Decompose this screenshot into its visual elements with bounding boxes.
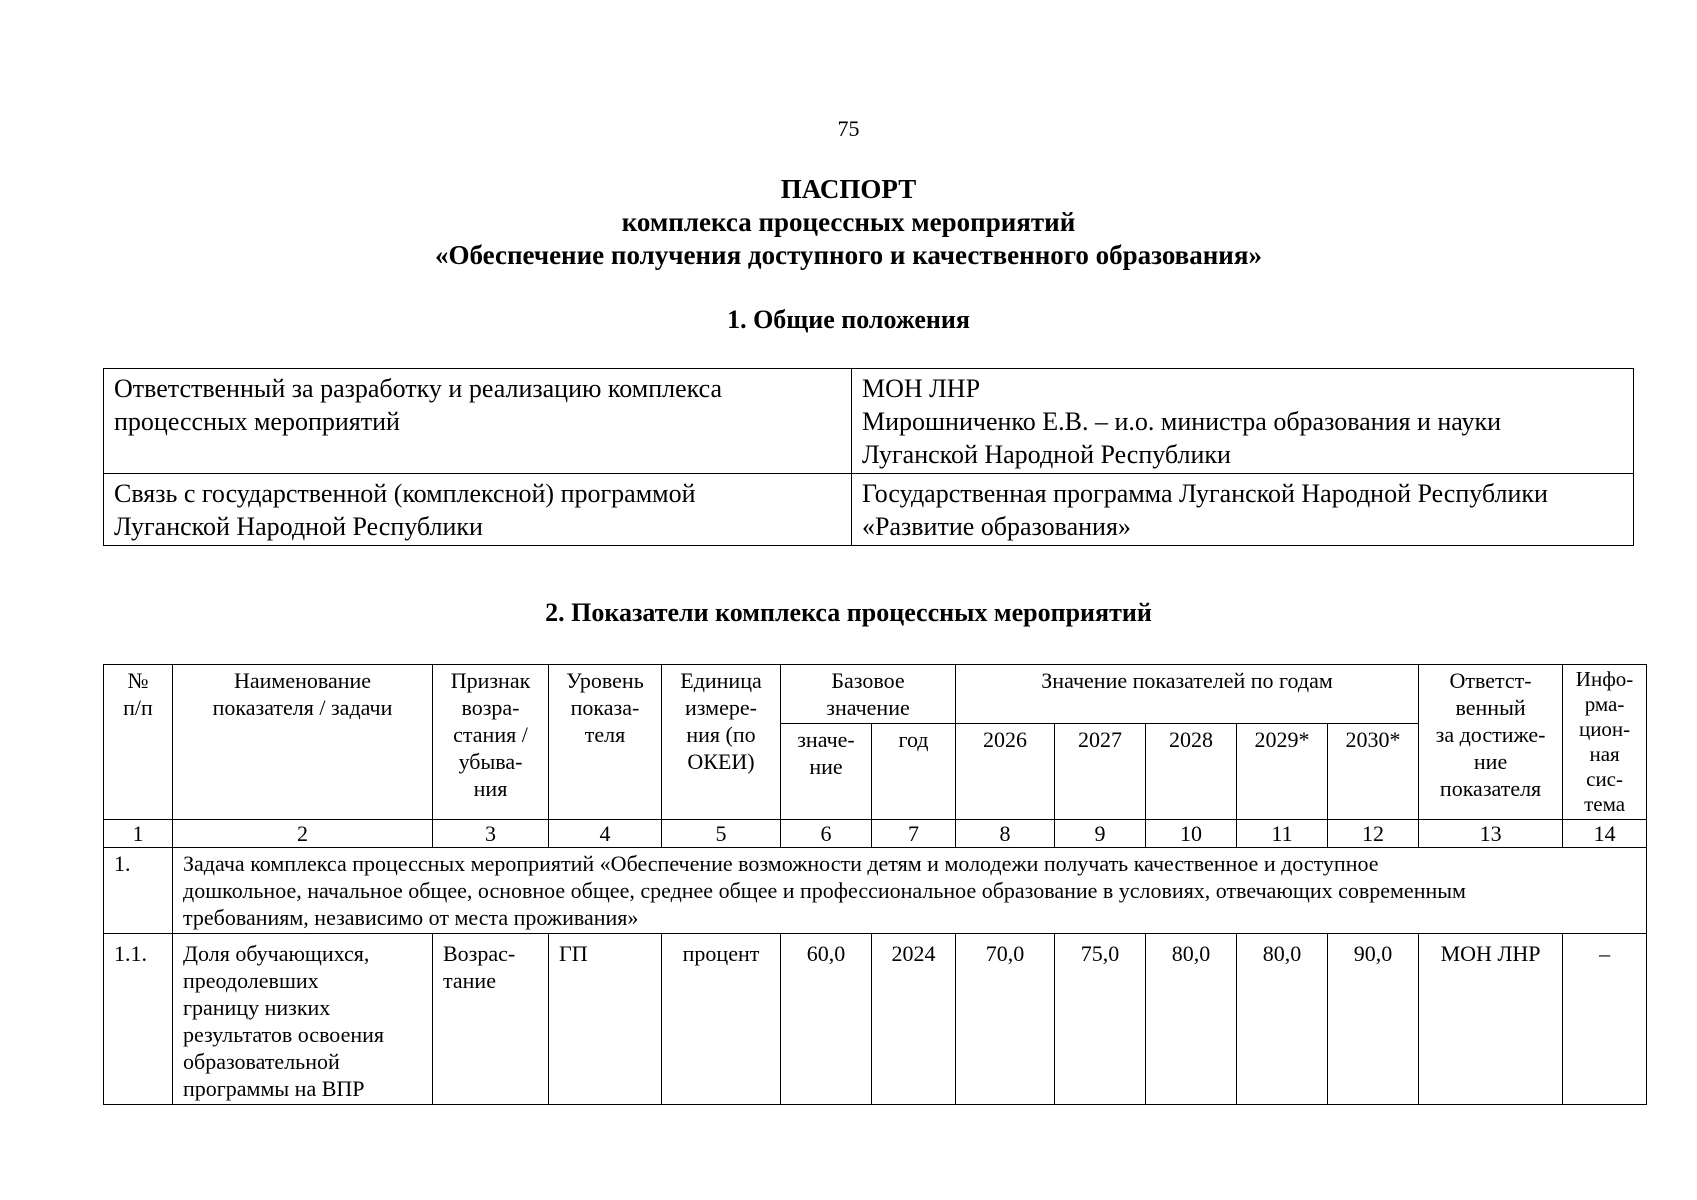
- indicator-value-2028: 80,0: [1146, 934, 1237, 1105]
- indicator-value-2026: 70,0: [956, 934, 1055, 1105]
- table-row: [104, 474, 1634, 546]
- indicator-name: Доля обучающихся, преодолевших границу низких результатов освоения образовательной программы на ВПР: [173, 934, 433, 1105]
- header-year-2027: 2027: [1055, 724, 1146, 820]
- indicator-base-value: 60,0: [781, 934, 872, 1105]
- section-1-heading: 1. Общие положения: [727, 305, 970, 334]
- title-line-3: «Обеспечение получения доступного и качественного образования»: [435, 240, 1262, 270]
- table-cell-label: Ответственный за разработку и реализацию комплекса процессных мероприятий: [104, 369, 852, 474]
- general-provisions-table: [103, 368, 1634, 546]
- column-number: 14: [1563, 820, 1647, 848]
- header-year-2029: 2029*: [1237, 724, 1328, 820]
- header-level: Уровень показа- теля: [549, 665, 662, 820]
- task-number: 1.: [104, 848, 173, 934]
- indicator-sign: Возрас- тание: [433, 934, 549, 1105]
- column-number: 1: [104, 820, 173, 848]
- indicator-value-2029: 80,0: [1237, 934, 1328, 1105]
- header-base-value: значе- ние: [781, 724, 872, 820]
- column-number: 11: [1237, 820, 1328, 848]
- table-row: [104, 369, 1634, 474]
- header-row: [104, 665, 1647, 724]
- table-cell-value: МОН ЛНР Мирошниченко Е.В. – и.о. министра образования и науки Луганской Народной Республики: [852, 369, 1634, 474]
- indicator-base-year: 2024: [872, 934, 956, 1105]
- indicator-value-2030: 90,0: [1328, 934, 1419, 1105]
- section-2-heading: 2. Показатели комплекса процессных мероприятий: [545, 598, 1152, 627]
- task-row: [104, 848, 1647, 934]
- column-number: 9: [1055, 820, 1146, 848]
- indicator-responsible: МОН ЛНР: [1419, 934, 1563, 1105]
- header-responsible: Ответст- венный за достиже- ние показателя: [1419, 665, 1563, 820]
- header-sign: Признак возра- стания / убыва- ния: [433, 665, 549, 820]
- indicators-table: [103, 664, 1647, 1105]
- header-name: Наименование показателя / задачи: [173, 665, 433, 820]
- column-number: 4: [549, 820, 662, 848]
- column-number: 2: [173, 820, 433, 848]
- header-years-group: Значение показателей по годам: [956, 665, 1419, 724]
- header-base-year: год: [872, 724, 956, 820]
- indicator-unit: процент: [662, 934, 781, 1105]
- column-number: 13: [1419, 820, 1563, 848]
- header-year-2028: 2028: [1146, 724, 1237, 820]
- column-number: 3: [433, 820, 549, 848]
- task-text: Задача комплекса процессных мероприятий «Обеспечение возможности детям и молодежи получать качественное и доступное дошкольное, начальное общее, основное общее, среднее общее и профессиональное образование в условиях, отвечающих современным требованиям, независимо от места проживания»: [173, 848, 1647, 934]
- page-number: 75: [837, 116, 860, 141]
- header-num: № п/п: [104, 665, 173, 820]
- header-base: Базовое значение: [781, 665, 956, 724]
- column-number-row: [104, 820, 1647, 848]
- table-cell-value: Государственная программа Луганской Народной Республики «Развитие образования»: [852, 474, 1634, 546]
- column-number: 10: [1146, 820, 1237, 848]
- indicator-row: [104, 934, 1647, 1105]
- document-title: [0, 173, 1697, 272]
- header-unit: Единица измере- ния (по ОКЕИ): [662, 665, 781, 820]
- column-number: 5: [662, 820, 781, 848]
- header-info: Инфо- рма- цион- ная сис- тема: [1563, 665, 1647, 820]
- title-line-2: комплекса процессных мероприятий: [621, 207, 1076, 237]
- table-cell-label: Связь с государственной (комплексной) программой Луганской Народной Республики: [104, 474, 852, 546]
- column-number: 12: [1328, 820, 1419, 848]
- column-number: 6: [781, 820, 872, 848]
- indicator-value-2027: 75,0: [1055, 934, 1146, 1105]
- column-number: 8: [956, 820, 1055, 848]
- header-year-2030: 2030*: [1328, 724, 1419, 820]
- indicator-level: ГП: [549, 934, 662, 1105]
- title-line-1: ПАСПОРТ: [780, 174, 917, 204]
- header-year-2026: 2026: [956, 724, 1055, 820]
- indicator-info-system: –: [1563, 934, 1647, 1105]
- column-number: 7: [872, 820, 956, 848]
- indicator-number: 1.1.: [104, 934, 173, 1105]
